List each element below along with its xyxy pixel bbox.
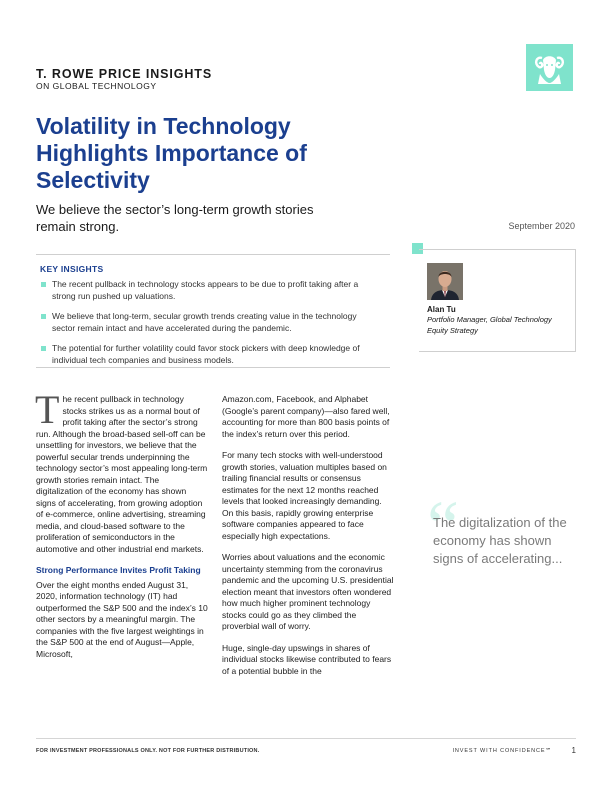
ram-icon bbox=[526, 44, 573, 91]
drop-cap: T bbox=[35, 387, 60, 432]
section-heading: Strong Performance Invites Profit Taking bbox=[36, 565, 201, 575]
key-insights-box bbox=[36, 254, 390, 368]
bullet-icon bbox=[41, 282, 46, 287]
key-insights-title: KEY INSIGHTS bbox=[40, 264, 104, 274]
insight-item bbox=[36, 311, 376, 334]
page-number: 1 bbox=[571, 746, 576, 755]
footer-divider bbox=[36, 738, 576, 739]
body-paragraph: Huge, single-day upswings in shares of individual stocks likewise contributed to fears of a potential bubble in the bbox=[222, 642, 392, 676]
publication-date: September 2020 bbox=[508, 221, 575, 231]
quote-mark-icon: “ bbox=[427, 486, 459, 566]
bullet-icon bbox=[41, 346, 46, 351]
author-name: Alan Tu bbox=[427, 305, 456, 314]
body-paragraph: Worries about valuations and the economic uncertainty stemming from the coronavirus pandemic and the upcoming U.S. presidential election meant that investors often wondered how much higher prominent technology stocks could go as they climbed the proverbial wall of worry. bbox=[222, 552, 394, 631]
publication-series: ON GLOBAL TECHNOLOGY bbox=[36, 81, 157, 91]
author-headshot bbox=[427, 263, 463, 300]
footer-disclaimer: FOR INVESTMENT PROFESSIONALS ONLY. NOT FOR FURTHER DISTRIBUTION. bbox=[36, 748, 260, 754]
body-paragraph: Over the eight months ended August 31, 2020, information technology (IT) had outperformed the S&P 500 and the index’s 10 other sectors by a meaningful margin. The companies with the five largest weightings in the S&P 500 at the end of August—Apple, Microsoft, bbox=[36, 579, 208, 659]
footer-tagline: INVEST WITH CONFIDENCE℠ bbox=[452, 748, 552, 754]
body-paragraph: Amazon.com, Facebook, and Alphabet (Google’s parent company)—also fared well, accounting for more than 800 basis points of the index’s return over this period. bbox=[222, 394, 390, 439]
insight-item bbox=[36, 279, 376, 302]
body-paragraph bbox=[35, 387, 208, 555]
body-paragraph: For many tech stocks with well-understood growth stories, valuation multiples based on trailing financial results or consensus estimates for the next 12 months reached levels that looked increasingly demanding. On this basis, rapidly growing enterprise software companies appeared to face especially high expectations. bbox=[222, 450, 387, 541]
article-subtitle: We believe the sector’s long-term growth stories remain strong. bbox=[36, 202, 314, 234]
bighorn-ram-logo bbox=[526, 44, 573, 91]
publication-brand: T. ROWE PRICE INSIGHTS bbox=[36, 67, 213, 81]
insight-text: The potential for further volatility could favor stock pickers with deep knowledge of individual tech companies and business models. bbox=[52, 343, 360, 365]
body-column-left bbox=[35, 387, 208, 670]
body-column-right bbox=[222, 394, 394, 687]
bullet-icon bbox=[41, 314, 46, 319]
author-role: Portfolio Manager, Global Technology Equity Strategy bbox=[427, 315, 552, 335]
insight-item bbox=[36, 343, 376, 366]
insight-text: The recent pullback in technology stocks appears to be due to profit taking after a strong run pushed up valuations. bbox=[52, 279, 359, 301]
pull-quote: The digitalization of the economy has shown signs of accelerating... bbox=[433, 515, 567, 566]
paragraph-text: he recent pullback in technology stocks strikes us as a normal bout of profit taking after the sector’s strong run. Although the broad-based sell-off can be unsettling for investors, we believe that the powerful secular trends underpinning the technology sector’s most appealing long-term growth stories remain intact. The digitalization of the economy has shown signs of accelerating, from growing adoption of e-commerce, online advertising, streaming media, and cloud-based software to the proliferation of semiconductors in the automotive and other industrial end markets. bbox=[36, 394, 208, 554]
insight-text: We believe that long-term, secular growth trends creating value in the technology sector remain intact and have accelerated during the pandemic. bbox=[52, 311, 357, 333]
article-title: Volatility in Technology Highlights Importance of Selectivity bbox=[36, 113, 307, 193]
